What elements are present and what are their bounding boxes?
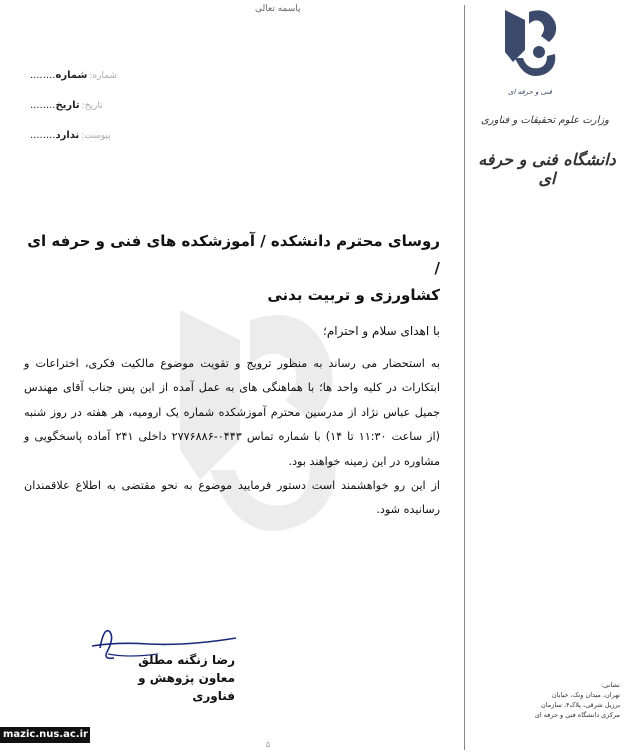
letter-body (24, 228, 440, 523)
letter-number-field (30, 70, 117, 81)
svg-text:فنی و حرفه ای: فنی و حرفه ای (507, 88, 553, 96)
address-line-3: مرکزی دانشگاه فنی و حرفه ای (534, 711, 620, 719)
number-prefix: شماره: (89, 71, 117, 81)
signer-name: رضا زنگنه مطلق (138, 653, 235, 667)
letter-attachment-field (30, 130, 111, 141)
attachment-value: ........ (30, 130, 56, 141)
ministry-name: وزارت علوم تحقیقات و فناوری (480, 115, 610, 126)
address-line-1: تهران، میدان ونک، خیابان (551, 691, 620, 699)
attachment-label: ندارد (55, 130, 80, 141)
signer-block (95, 651, 235, 705)
university-address (470, 680, 620, 720)
body-paragraph-1: به استحضار می رساند به منظور ترویج و تقویت موضوع مالکیت فکری، اختراعات و ابتکارات در کلیه واحد ها؛ با هماهنگی های به عمل آمده از این پس جناب آقای مهندس جمیل عباس نژاد از مدرسین محترم آموزشکده شماره یک ارومیه، هر هفته در روز شنبه (از ساعت ۱۱:۳۰ تا ۱۴) با شماره تماس ۰۴۴۳-۲۷۷۶۸۸۶ داخلی ۲۴۱ آماده پاسخگویی و مشاوره در این زمینه خواهند بود. (24, 357, 440, 468)
body-paragraph-2: از این رو خواهشمند است دستور فرمایید موضوع به نحو مقتضی به اطلاع علاقمندان رسانیده شود. (24, 479, 440, 517)
margin-divider (464, 5, 465, 750)
date-value: ........ (30, 100, 56, 111)
recipient-line-2: کشاورزی و تربیت بدنی (267, 286, 440, 304)
top-heading: پاسمه تعالی (255, 4, 301, 14)
university-name: دانشگاه فنی و حرفه ای (478, 150, 616, 188)
address-line-2: برزیل شرقی، پلاک۴، سازمان (540, 701, 620, 709)
number-label: شماره (55, 70, 88, 81)
number-value: ........ (30, 70, 56, 81)
date-label: تاریخ (55, 100, 80, 111)
footer-url: mazic.nus.ac.ir (3, 729, 88, 740)
signer-title: معاون پژوهش و فناوری (138, 671, 235, 703)
date-prefix: تاریخ: (81, 101, 103, 111)
recipient-line-1: روسای محترم دانشکده / آموزشکده های فنی و حرفه ای / (27, 232, 440, 277)
attachment-prefix: پیوست: (81, 131, 111, 141)
university-logo (495, 2, 565, 100)
letter-date-field (30, 100, 103, 111)
address-label: نشانی: (600, 681, 620, 689)
greeting: با اهدای سلام و احترام؛ (323, 324, 440, 338)
page-mark: ۵ (266, 740, 271, 749)
